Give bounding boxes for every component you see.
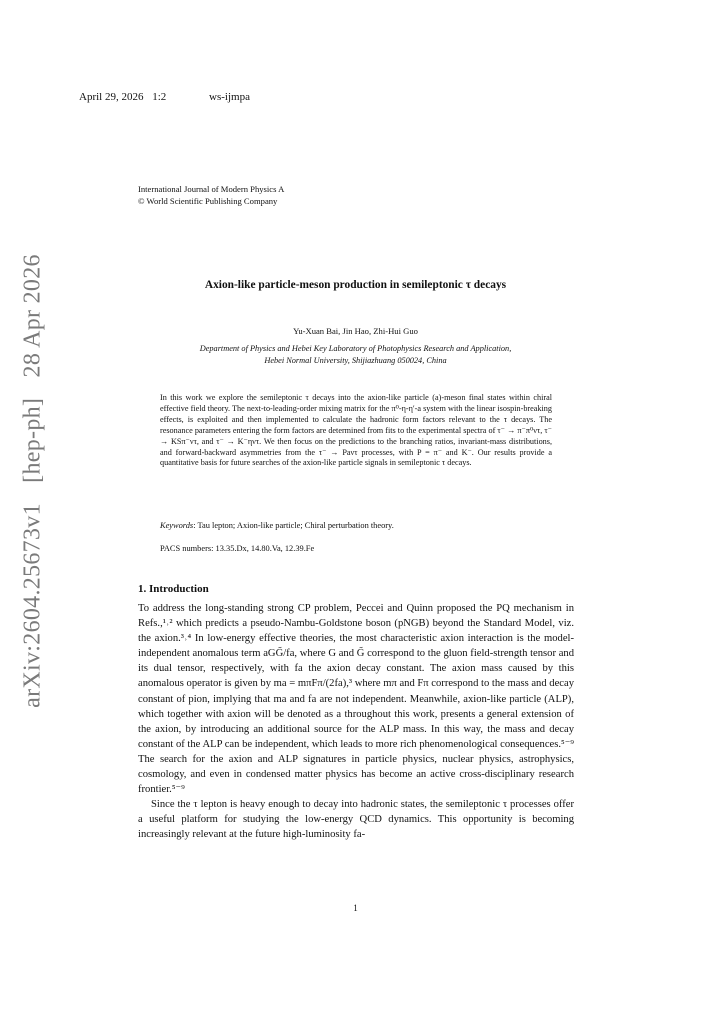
arxiv-date: 28 Apr 2026	[19, 254, 46, 378]
keywords	[160, 521, 394, 530]
abstract: In this work we explore the semileptonic τ decays into the axion-like particle (a)-meson final states within chiral effective field theory. The next-to-leading-order mixing matrix for the π⁰-η-η′-a system with the linear isospin-breaking effects, is exploited and then implemented to calculate the hadronic form factors relevant to the τ decays. The resonance parameters entering the form factors are determined from fits to the experimental spectra of τ⁻ → π⁻π⁰ντ, τ⁻ → KSπ⁻ντ, and τ⁻ → K⁻ηντ. We then focus on the predictions to the branching ratios, invariant-mass distributions, and forward-backward asymmetries from the τ⁻ → Paντ processes, with P = π⁻ and K⁻. Our results provide a quantitative basis for future searches of the axion-like particle signals in semileptonic τ decays.	[160, 393, 552, 468]
affiliation-line-2: Hebei Normal University, Shijiazhuang 050024, China	[264, 355, 447, 365]
paper-authors: Yu-Xuan Bai, Jin Hao, Zhi-Hui Guo	[293, 326, 418, 336]
journal-publisher: © World Scientific Publishing Company	[138, 196, 278, 206]
arxiv-stamp	[20, 254, 47, 708]
body-paragraph-2: Since the τ lepton is heavy enough to decay into hadronic states, the semileptonic τ processes offer a useful platform for studying the low-energy QCD dynamics. This opportunity is becoming increasingly relevant at the future high-luminosity fa-	[138, 799, 574, 841]
body-paragraph-1: To address the long-standing strong CP problem, Peccei and Quinn proposed the PQ mechanism in Refs.,¹˒² which predicts a pseudo-Nambu-Goldstone boson (pNGB) beyond the Standard Model, viz. the axion.³˒⁴ In low-energy effective theories, the most characteristic axion interaction is the model-independent anomalous term aGG̃/fa, where G and G̃ correspond to the gluon field-strength tensor and its dual tensor, respectively, with fa the axion decay constant. The axion mass caused by this anomalous operator is given by ma = mπFπ/(2fa),³ where mπ and Fπ correspond to the mass and decay constant of pion, implying that ma and fa are not independent. Meanwhile, axion-like particle (ALP), which together with axion will be denoted as a throughout this work, presents a general extension of the axion, by introducing an additional source for the ALP mass. In this way, the mass and decay constant of the ALP can be independent, which leads to more rich phenomenological consequences.⁵⁻⁹ The search for the axion and ALP signatures in particle physics, nuclear physics, astrophysics, cosmology, and even in condensed matter physics has become an active cross-disciplinary research frontier.⁵⁻⁹	[138, 603, 574, 796]
arxiv-id: arXiv:2604.25673v1	[19, 503, 46, 708]
pacs-numbers: PACS numbers: 13.35.Dx, 14.80.Va, 12.39.Fe	[160, 544, 315, 553]
affiliation-line-1: Department of Physics and Hebei Key Laboratory of Photophysics Research and Application,	[199, 344, 512, 353]
arxiv-category: [hep-ph]	[19, 397, 46, 483]
paper-title: Axion-like particle-meson production in semileptonic τ decays	[204, 279, 507, 291]
paper-affiliation	[0, 343, 711, 366]
section-heading: 1. Introduction	[138, 583, 209, 595]
header-date: April 29, 2026	[79, 91, 144, 103]
section-body	[138, 601, 574, 843]
journal-name: International Journal of Modern Physics A	[138, 184, 285, 194]
header-time: 1:2	[152, 91, 167, 103]
journal-info	[138, 183, 284, 207]
keywords-label: Keywords	[160, 521, 194, 530]
keywords-text: : Tau lepton; Axion-like particle; Chiral perturbation theory.	[193, 521, 394, 530]
header-style: ws-ijmpa	[209, 91, 250, 103]
running-header	[79, 91, 250, 103]
page-number: 1	[353, 903, 358, 913]
